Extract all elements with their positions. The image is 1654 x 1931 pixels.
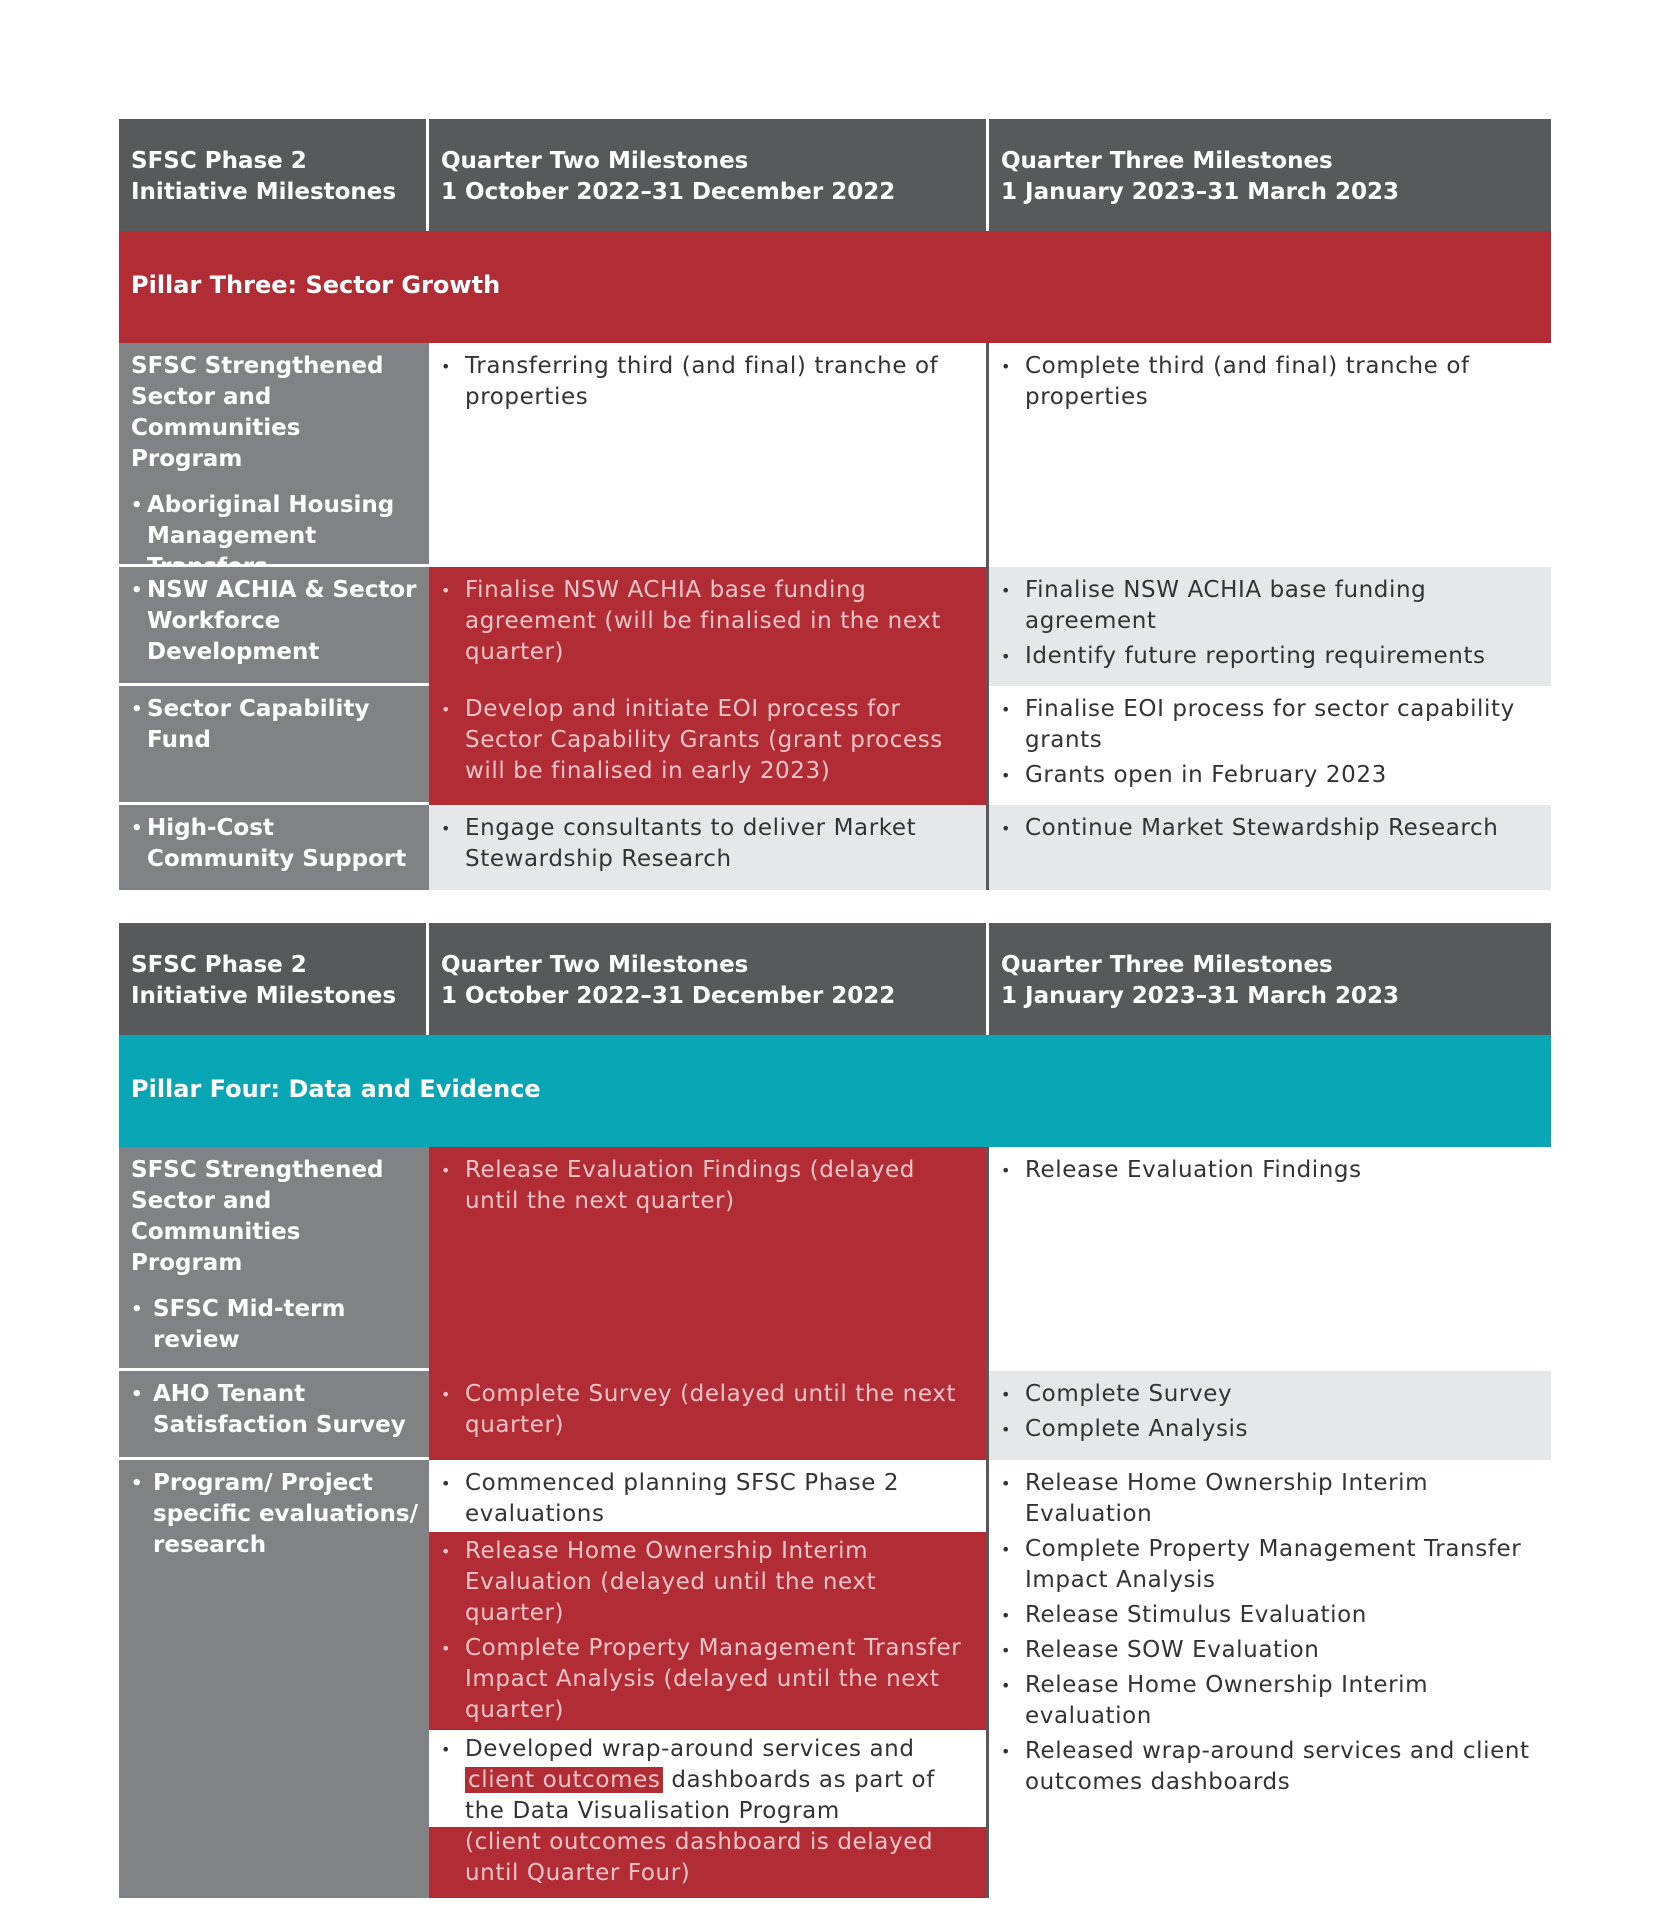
- q3-cell: • Complete Survey • Complete Analysis: [989, 1371, 1551, 1460]
- q3-cell: • Release Home Ownership Interim Evaluation • Complete Property Management Transfer Impact Analysis • Release Stimulus Evaluation • Release SOW Evaluation • Release Home Ownership Interim evaluation • Released wrap-around services and client outcomes dashboards: [989, 1460, 1551, 1898]
- bullet-icon: •: [441, 700, 452, 719]
- q2-segment-delayed: • Release Home Ownership Interim Evaluation (delayed until the next quarter) • Complete Property Management Transfer Impact Analysis (delayed until the next quarter): [429, 1532, 986, 1730]
- highlight-text: client outcomes: [465, 1767, 663, 1793]
- q2-cell: • Finalise NSW ACHIA base funding agreement (will be finalised in the next quarter): [429, 567, 989, 686]
- table-header: [119, 119, 1551, 231]
- row-label: • NSW ACHIA & Sector Workforce Development: [119, 567, 429, 686]
- bullet-icon: •: [131, 699, 143, 720]
- bullet-icon: •: [1001, 581, 1012, 600]
- bullet-icon: •: [1001, 1641, 1012, 1660]
- bullet-icon: •: [1001, 1420, 1012, 1439]
- header-initiative: SFSC Phase 2 Initiative Milestones: [119, 119, 429, 231]
- bullet-icon: •: [1001, 647, 1012, 666]
- bullet-icon: •: [131, 1473, 143, 1494]
- bullet-icon: •: [441, 357, 452, 376]
- q3-cell: • Continue Market Stewardship Research: [989, 805, 1551, 890]
- table-row: [119, 1147, 1551, 1371]
- table-row: [119, 1371, 1551, 1460]
- q2-cell: • Develop and initiate EOI process for Sector Capability Grants (grant process will be finalised in early 2023): [429, 686, 989, 805]
- table-header: [119, 923, 1551, 1035]
- header-quarter-three: Quarter Three Milestones 1 January 2023–31 March 2023: [989, 119, 1551, 231]
- milestones-table-pillar-four: [119, 923, 1551, 1898]
- row-label: • Sector Capability Fund: [119, 686, 429, 805]
- bullet-icon: •: [1001, 766, 1012, 785]
- bullet-icon: •: [1001, 1474, 1012, 1493]
- bullet-icon: •: [131, 495, 143, 516]
- row-label: • High-Cost Community Support: [119, 805, 429, 890]
- pillar-title: Pillar Four: Data and Evidence: [119, 1035, 1551, 1147]
- header-quarter-three: Quarter Three Milestones 1 January 2023–31 March 2023: [989, 923, 1551, 1035]
- row-label: • AHO Tenant Satisfaction Survey: [119, 1371, 429, 1460]
- q2-segment: • Developed wrap-around services and client outcomes dashboards as part of the Data Visualisation Program: [429, 1730, 986, 1827]
- bullet-icon: •: [1001, 1385, 1012, 1404]
- bullet-icon: •: [131, 1384, 143, 1405]
- table-row: [119, 1460, 1551, 1898]
- bullet-icon: •: [131, 580, 143, 601]
- bullet-icon: •: [1001, 357, 1012, 376]
- q2-cell: • Engage consultants to deliver Market Stewardship Research: [429, 805, 989, 890]
- header-quarter-two: Quarter Two Milestones 1 October 2022–31 December 2022: [429, 923, 989, 1035]
- table-row: [119, 686, 1551, 805]
- milestones-table-pillar-three: [119, 119, 1551, 890]
- header-quarter-two: Quarter Two Milestones 1 October 2022–31 December 2022: [429, 119, 989, 231]
- q2-cell: • Complete Survey (delayed until the next quarter): [429, 1371, 989, 1460]
- bullet-icon: •: [441, 1385, 452, 1404]
- bullet-icon: •: [441, 1740, 452, 1759]
- bullet-icon: •: [441, 1542, 452, 1561]
- bullet-icon: •: [441, 1639, 452, 1658]
- bullet-icon: •: [1001, 700, 1012, 719]
- table-row: [119, 343, 1551, 567]
- bullet-icon: •: [441, 1474, 452, 1493]
- bullet-icon: •: [1001, 1676, 1012, 1695]
- header-initiative: SFSC Phase 2 Initiative Milestones: [119, 923, 429, 1035]
- q2-cell: • Release Evaluation Findings (delayed until the next quarter): [429, 1147, 989, 1371]
- bullet-icon: •: [441, 1161, 452, 1180]
- pillar-title: Pillar Three: Sector Growth: [119, 231, 1551, 343]
- bullet-icon: •: [1001, 1742, 1012, 1761]
- row-label: • Program/ Project specific evaluations/ research: [119, 1460, 429, 1898]
- q3-cell: • Finalise NSW ACHIA base funding agreement • Identify future reporting requirements: [989, 567, 1551, 686]
- q3-cell: • Complete third (and final) tranche of properties: [989, 343, 1551, 567]
- table-row: [119, 805, 1551, 890]
- bullet-icon: •: [441, 581, 452, 600]
- bullet-icon: •: [1001, 1606, 1012, 1625]
- bullet-icon: •: [1001, 1540, 1012, 1559]
- q2-segment-delayed: (client outcomes dashboard is delayed until Quarter Four): [429, 1827, 986, 1898]
- q2-segment: • Commenced planning SFSC Phase 2 evaluations: [429, 1460, 986, 1532]
- bullet-icon: •: [441, 819, 452, 838]
- bullet-icon: •: [131, 818, 143, 839]
- q2-cell: • Transferring third (and final) tranche of properties: [429, 343, 989, 567]
- bullet-icon: •: [131, 1299, 143, 1320]
- row-label: SFSC Strengthened Sector and Communities Program • SFSC Mid-term review: [119, 1147, 429, 1371]
- q2-cell: [429, 1460, 989, 1898]
- bullet-icon: •: [1001, 819, 1012, 838]
- row-label: SFSC Strengthened Sector and Communities Program • Aboriginal Housing Management: [119, 343, 429, 567]
- q3-cell: • Finalise EOI process for sector capability grants • Grants open in February 2023: [989, 686, 1551, 805]
- bullet-icon: •: [1001, 1161, 1012, 1180]
- table-row: [119, 567, 1551, 686]
- q3-cell: • Release Evaluation Findings: [989, 1147, 1551, 1371]
